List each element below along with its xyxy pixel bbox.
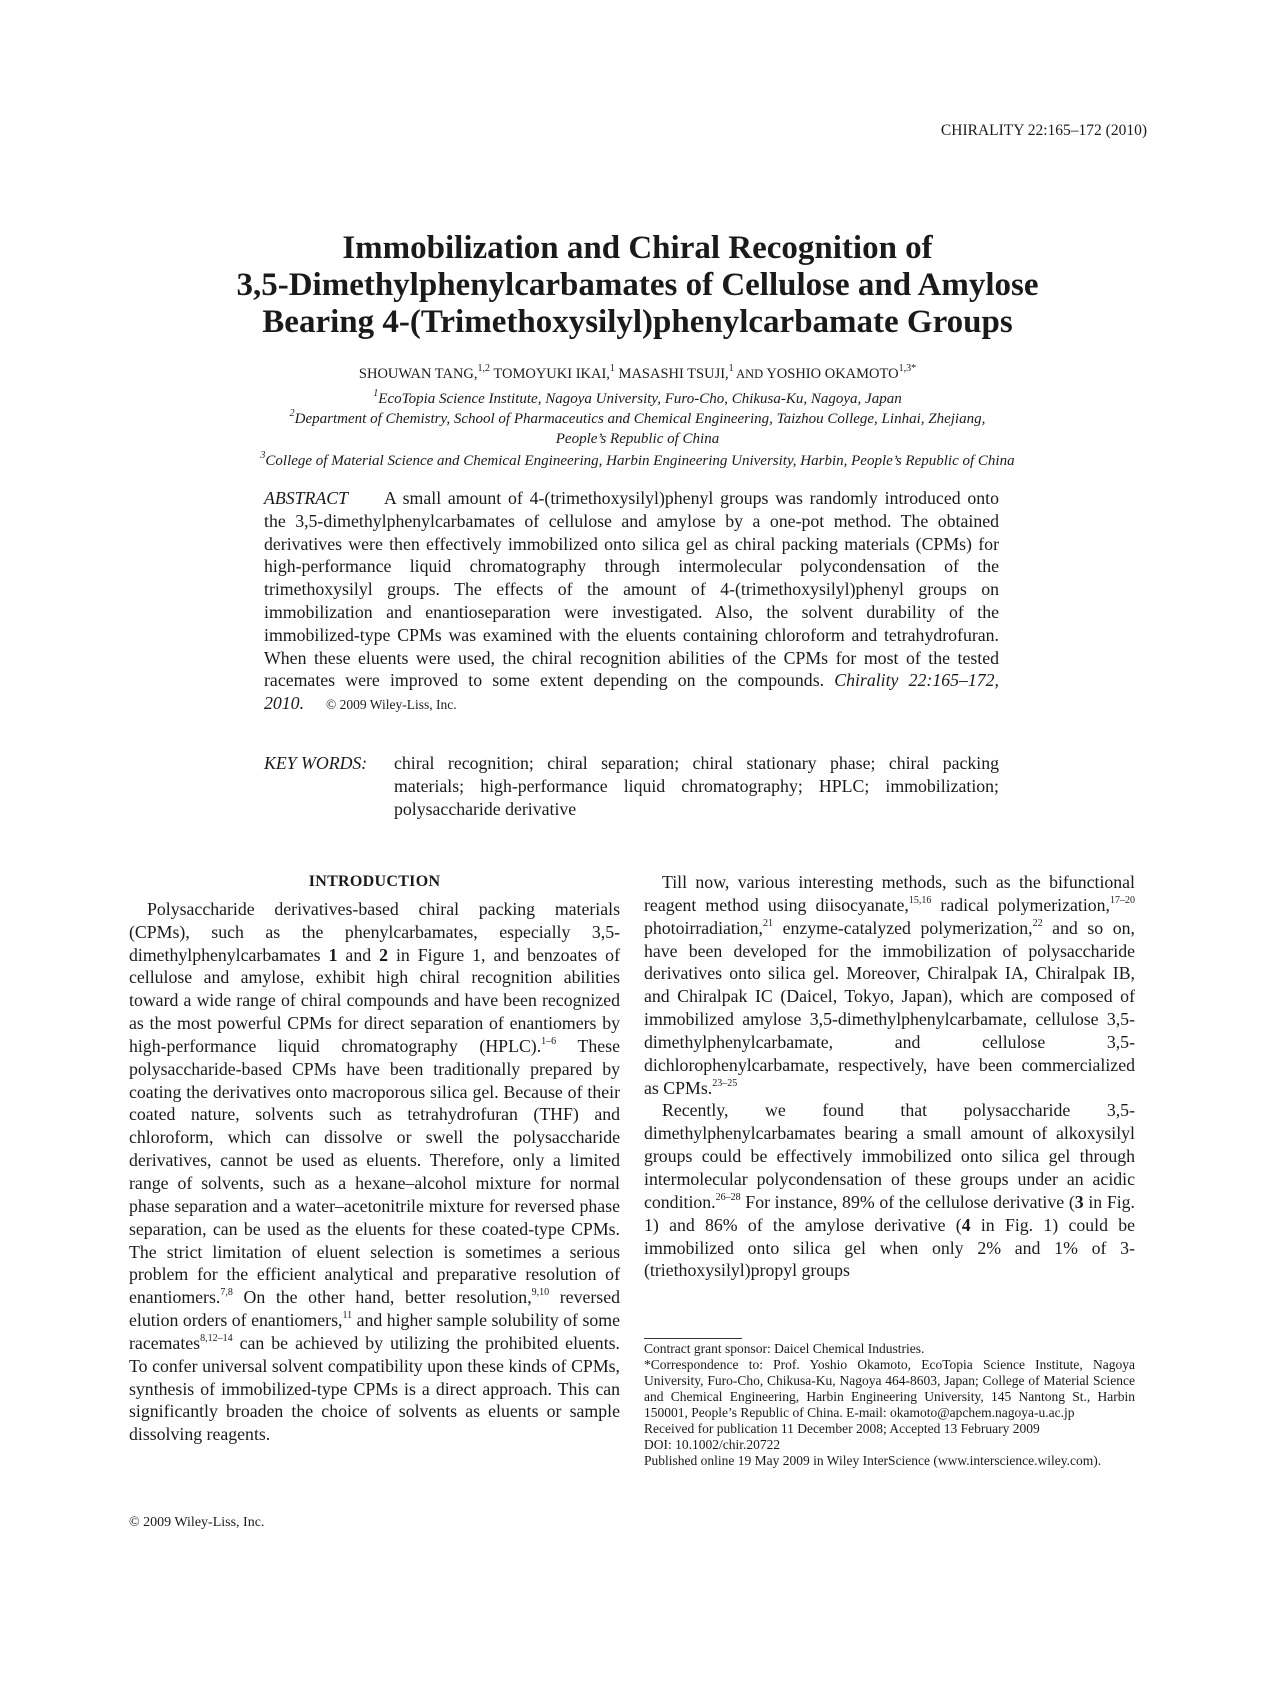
keywords-label: KEY WORDS: (264, 753, 368, 773)
affiliation-3 (0, 451, 1275, 471)
abstract-text: A small amount of 4-(trimethoxysilyl)phenyl groups was randomly introduced onto the 3,5-dimethylphenylcarbamates of cellulose and amylose by a one-pot method. The obtained derivatives were then effectively immobilized onto silica gel as chiral packing materials (CPMs) for high-performance liquid chromatography through intermolecular polycondensation of the trimethoxysilyl groups. The effects of the amount of 4-(trimethoxysilyl)phenyl groups on immobilization and enantioseparation were investigated. Also, the solvent durability of the immobilized-type CPMs was examined with the eluents containing chloroform and tetrahydrofuran. When these eluents were used, the chiral recognition abilities of the CPMs for most of the tested racemates were improved to some extent depending on the compounds. (264, 488, 999, 691)
affiliation-2 (0, 409, 1275, 429)
title-line-2: 3,5-Dimethylphenylcarbamates of Cellulose and Amylose (236, 267, 1039, 303)
footnote-doi: DOI: 10.1002/chir.20722 (644, 1437, 781, 1452)
keywords-text: chiral recognition; chiral separation; chiral stationary phase; chiral packing materials; high-performance liquid chromatography; HPLC; immobilization; polysaccharide derivative (394, 753, 999, 819)
title-line-3: Bearing 4-(Trimethoxysilyl)phenylcarbamate Groups (262, 304, 1013, 340)
affiliation-mark: 3 (260, 450, 266, 461)
footnote-correspondence: *Correspondence to: Prof. Yoshio Okamoto, EcoTopia Science Institute, Nagoya University, Furo-Cho, Chikusa-Ku, Nagoya 464-8603, Japan; College of Material Science and Chemical Engineering, Harbin Engineering University, 145 Nantong St., Harbin 150001, People’s Republic of China. E-mail: okamoto@apchem.nagoya-u.ac.jp (644, 1357, 1135, 1420)
right-column (644, 871, 1135, 1282)
author-affil-sup: 1 (609, 363, 615, 375)
footnotes (644, 1341, 1135, 1469)
author-name: SHOUWAN TANG, (358, 366, 478, 382)
author-affil-sup: 1,3* (898, 363, 917, 375)
intro-paragraph: Polysaccharide derivatives-based chiral packing materials (CPMs), such as the phenylcarbamates, especially 3,5-dimethylphenylcarbamates 1 and 2 in Figure 1, and benzoates of cellulose and amylose, exhibit high chiral recognition abilities toward a wide range of chiral compounds and have been recognized as the most powerful CPMs for direct separation of enantiomers by high-performance liquid chromatography (HPLC).$^{1-6}$ These polysaccharide-based CPMs have been traditionally prepared by coating the derivatives onto macroporous silica gel. Because of their coated nature, solvents such as tetrahydrofuran (THF) and chloroform, which can dissolve or swell the polysaccharide derivatives, cannot be used as eluents. Therefore, only a limited range of solvents, such as a hexane–alcohol mixture for normal phase separation and a water–acetonitrile mixture for reversed phase separation, can be used as the eluents for these coated-type CPMs. The strict limitation of eluent selection is sometimes a serious problem for the efficient analytical and preparative resolution of enantiomers.$^{7,8}$ On the other hand, better resolution,$^{9,10}$ reversed elution orders of enantiomers,$^{11}$ and higher sample solubility of some racemates$^{8,12-14}$ can be achieved by utilizing the prohibited eluents. To confer universal solvent compatibility upon these kinds of CPMs, synthesis of immobilized-type CPMs is a direct approach. This can significantly broaden the choice of solvents as eluents or sample dissolving reagents. (129, 898, 620, 1445)
author-affil-sup: 1,2 (477, 363, 491, 375)
footnote-divider (644, 1338, 742, 1339)
left-column (129, 871, 620, 1446)
affiliation-text: EcoTopia Science Institute, Nagoya University, Furo-Cho, Chikusa-Ku, Nagoya, Japan (378, 391, 902, 407)
affiliation-text: Department of Chemistry, School of Pharmaceutics and Chemical Engineering, Taizhou College, Linhai, Zhejiang, (294, 411, 986, 427)
affiliation-text: College of Material Science and Chemical Engineering, Harbin Engineering University, Harbin, People’s Republic of China (265, 453, 1015, 469)
section-heading-introduction: INTRODUCTION (308, 873, 441, 890)
body-paragraph: Till now, various interesting methods, such as the bifunctional reagent method using diisocyanate,$^{15,16}$ radical polymerization,$^{17-20}$ photoirradiation,$^{21}$ enzyme-catalyzed polymerization,$^{22}$ and so on, have been developed for the immobilization of polysaccharide derivatives onto silica gel. Moreover, Chiralpak IA, Chiralpak IB, and Chiralpak IC (Daicel, Tokyo, Japan), which are composed of immobilized amylose 3,5-dimethylphenylcarbamate, cellulose 3,5-dimethylphenylcarbamate, and cellulose 3,5-dichlorophenylcarbamate, respectively, have been commercialized as CPMs.$^{23-25}$ (644, 872, 1135, 1098)
affiliation-1 (0, 389, 1275, 409)
footnote-published: Published online 19 May 2009 in Wiley InterScience (www.interscience.wiley.com). (644, 1453, 1102, 1468)
title-line-1: Immobilization and Chiral Recognition of (342, 230, 933, 266)
affiliation-mark: 1 (373, 388, 379, 399)
article-title (0, 230, 1275, 341)
page-copyright: © 2009 Wiley-Liss, Inc. (129, 1515, 265, 1530)
author-affil-sup: 1 (728, 363, 734, 375)
abstract-copyright: © 2009 Wiley-Liss, Inc. (326, 697, 457, 713)
footnote-received: Received for publication 11 December 2008; Accepted 13 February 2009 (644, 1421, 1040, 1436)
author-name: TOMOYUKI IKAI, (490, 366, 610, 382)
affiliation-mark: 2 (289, 408, 295, 419)
affiliation-2-cont: People’s Republic of China (555, 431, 720, 447)
abstract-label: ABSTRACT (264, 488, 348, 508)
body-paragraph: Recently, we found that polysaccharide 3,5-dimethylphenylcarbamates bearing a small amount of alkoxysilyl groups could be effectively immobilized onto silica gel through intermolecular polycondensation of these groups under an acidic condition.$^{26-28}$ For instance, 89% of the cellulose derivative (3 in Fig. 1) and 86% of the amylose derivative (4 in Fig. 1) could be immobilized onto silica gel when only 2% and 1% of 3-(triethoxysilyl)propyl groups (644, 1100, 1136, 1281)
author-list (0, 363, 1275, 383)
author-name: YOSHIO OKAMOTO (766, 366, 899, 382)
affiliations (0, 389, 1275, 471)
footnote-grant: Contract grant sponsor: Daicel Chemical Industries. (644, 1341, 925, 1356)
keywords (264, 752, 999, 820)
author-name: MASASHI TSUJI, (614, 366, 729, 382)
author-conjunction: AND (733, 367, 767, 381)
abstract (264, 487, 999, 717)
abstract-citation: Chirality 22:165–172, 2010. (264, 670, 999, 714)
journal-citation-header: CHIRALITY 22:165–172 (2010) (940, 122, 1147, 139)
